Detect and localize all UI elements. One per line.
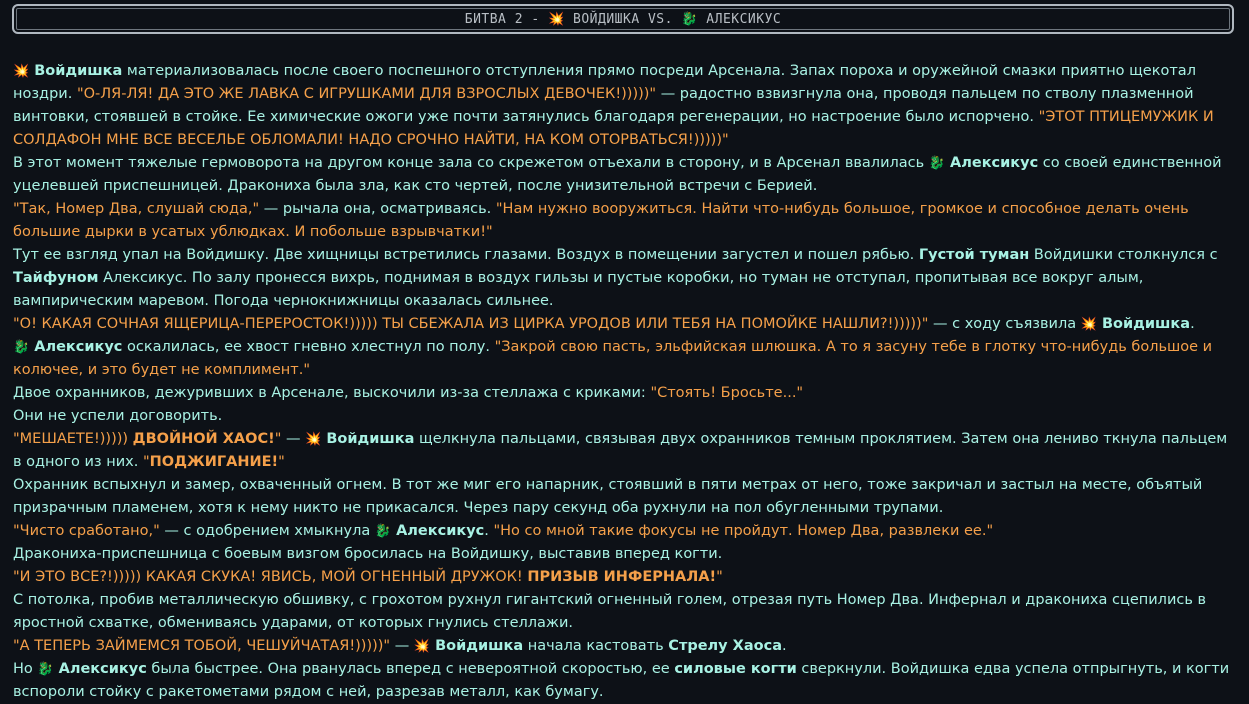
story-paragraph [13, 152, 1237, 198]
narration: С потолка, пробив металлическую обшивку, с грохотом рухнул гигантский огненный голем, отрезая путь Номер Два. Инфернал и дракониха сцепились в яростной схватке, обмениваясь ударами, от которых гнулись стеллажи. [13, 592, 1207, 631]
dialogue: "Чисто сработано," [13, 523, 160, 539]
dialogue: "О-ЛЯ-ЛЯ! ДА ЭТО ЖЕ ЛАВКА С ИГРУШКАМИ ДЛЯ ВЗРОСЛЫХ ДЕВОЧЕК!)))))" [76, 86, 657, 102]
narration: — с ходу съязвила [928, 316, 1081, 332]
bold-name: силовые когти [674, 661, 797, 677]
dialogue: "МЕШАЕТЕ!))))) [13, 431, 133, 447]
bold-name: Алексикус [29, 339, 123, 355]
dialogue: "Закрой свою пасть, эльфийская шлюшка. А то я засуну тебе в глотку что-нибудь большое и колючее, и это будет не комплимент." [13, 339, 1213, 378]
story-paragraph [13, 589, 1237, 635]
story-paragraph [13, 566, 1237, 589]
narration: щелкнула пальцами, связывая двух охранников темным проклятием. Затем она лениво ткнула пальцем в одного из них. [13, 431, 1228, 470]
narration: Но [13, 661, 38, 677]
story-paragraph [13, 336, 1237, 382]
narration: . [1190, 316, 1195, 332]
bold-name: Войдишка [29, 63, 123, 79]
narration: Охранник вспыхнул и замер, охваченный огнем. В тот же миг его напарник, стоявший в пяти метрах от него, тоже закричал и застыл на месте, объятый призрачным пламенем, хотя к нему никто не прикасался. Через пару секунд оба рухнули на пол обугленными трупами. [13, 477, 1203, 516]
story-paragraph [13, 474, 1237, 520]
narration: Дракониха-приспешница с боевым визгом бросилась на Войдишку, выставив вперед когти. [13, 546, 723, 562]
explosion-icon: 💥 [413, 639, 431, 654]
dialogue: "Нам нужно вооружиться. Найти что-нибудь большое, громкое и способное делать очень большие дырки в усатых ублюдках. И побольше взрывчатки!" [13, 201, 1189, 240]
story-paragraph [13, 198, 1237, 244]
dialogue: "О! КАКАЯ СОЧНАЯ ЯЩЕРИЦА-ПЕРЕРОСТОК!))))) ТЫ СБЕЖАЛА ИЗ ЦИРКА УРОДОВ ИЛИ ТЕБЯ НА ПОМОЙКЕ НАШЛИ?!)))))" [13, 316, 929, 332]
bold-name: Стрелу Хаоса [668, 638, 782, 654]
explosion-icon: 💥 [13, 64, 30, 79]
narration: . [484, 523, 494, 539]
story-paragraph [13, 313, 1237, 336]
story-paragraph [13, 382, 1237, 405]
dialogue: "ЭТОТ ПТИЦЕМУЖИК И СОЛДАФОН МНЕ ВСЕ ВЕСЕЛЬЕ ОБЛОМАЛИ! НАДО СРОЧНО НАЙТИ, НА КОМ ОТОРВАТЬСЯ!)))))" [13, 109, 1214, 148]
spell-name: ДВОЙНОЙ ХАОС! [132, 431, 275, 447]
narration: — [281, 431, 306, 447]
dialogue: " [142, 454, 150, 470]
narration: со своей единственной уцелевшей приспешницей. Дракониха была зла, как сто чертей, после унизительной встречи с Берией. [13, 155, 1222, 194]
narration: . [781, 638, 787, 654]
story-paragraph [13, 428, 1237, 474]
story-text [13, 60, 1237, 704]
spell-name: ПРИЗЫВ ИНФЕРНАЛА! [527, 569, 717, 585]
battle-title: БИТВА 2 - 💥 ВОЙДИШКА VS. 🐉 АЛЕКСИКУС [464, 11, 782, 27]
bold-name: Войдишка [321, 431, 415, 447]
story-paragraph [13, 520, 1237, 543]
narration: начала кастовать [523, 638, 669, 654]
bold-name: Войдишка [1096, 316, 1191, 332]
narration: материализовалась после своего поспешного отступления прямо посреди Арсенала. Запах пороха и оружейной смазки приятно щекотал ноздри. [13, 63, 1196, 102]
explosion-icon: 💥 [305, 432, 322, 447]
dialogue: "А ТЕПЕРЬ ЗАЙМЕМСЯ ТОБОЙ, ЧЕШУЙЧАТАЯ!)))))" [13, 638, 391, 654]
bold-name: Алексикус [391, 523, 485, 539]
narration: Алексикус. По залу пронесся вихрь, поднимая в воздух гильзы и пустые коробки, но туман не отступал, пропитывая все вокруг алым, вампирическим маревом. Погода чернокнижницы оказалась сильнее. [13, 270, 1144, 309]
narration: была быстрее. Она рванулась вперед с невероятной скоростью, ее [146, 661, 675, 677]
dialogue: "Но со мной такие фокусы не пройдут. Номер Два, развлеки ее." [493, 523, 994, 539]
dialogue: " [274, 431, 282, 447]
dialogue: "И ЭТО ВСЕ?!))))) КАКАЯ СКУКА! ЯВИСЬ, МОЙ ОГНЕННЫЙ ДРУЖОК! [13, 569, 528, 585]
bold-name: Войдишка [430, 638, 524, 654]
narration: — радостно взвизгнула она, проводя пальцем по стволу плазменной винтовки, стоявшей в стойке. Ее химические ожоги уже почти затянулись благодаря регенерации, но настроение было испорчено. [13, 86, 1194, 125]
story-paragraph [13, 60, 1237, 152]
dialogue: " [278, 454, 285, 470]
narration: В этот момент тяжелые гермоворота на другом конце зала со скрежетом отъехали в сторону, и в Арсенал ввалилась [13, 155, 929, 171]
bold-name: Густой туман [918, 247, 1030, 263]
story-paragraph [13, 244, 1237, 313]
story-paragraph [13, 635, 1237, 658]
spell-name: ПОДЖИГАНИЕ! [149, 454, 279, 470]
dragon-icon: 🐉 [13, 340, 30, 355]
dragon-icon: 🐉 [37, 662, 54, 677]
narration: Двое охранников, дежуривших в Арсенале, выскочили из-за стеллажа с криками: [13, 385, 651, 401]
narration: Тут ее взгляд упал на Войдишку. Две хищницы встретились глазами. Воздух в помещении загустел и пошел рябью. [13, 247, 919, 263]
narration: Войдишки столкнулся с [1029, 247, 1218, 263]
story-paragraph [13, 405, 1237, 428]
narration: сверкнули. Войдишка едва успела отпрыгнуть, и когти вспороли стойку с ракетометами рядом с ней, разрезав металл, как бумагу. [13, 661, 1230, 700]
dragon-icon: 🐉 [374, 524, 392, 539]
narration: Они не успели договорить. [13, 408, 223, 424]
battle-title-bar [12, 4, 1234, 34]
dragon-icon: 🐉 [928, 156, 945, 171]
dialogue: "Так, Номер Два, слушай сюда," [13, 201, 260, 217]
story-paragraph [13, 658, 1237, 704]
story-paragraph [13, 543, 1237, 566]
dialogue: "Стоять! Бросьте..." [650, 385, 804, 401]
explosion-icon: 💥 [1080, 317, 1097, 332]
bold-name: Тайфуном [13, 270, 99, 286]
dialogue: " [716, 569, 723, 585]
narration: — с одобрением хмыкнула [159, 523, 375, 539]
bold-name: Алексикус [53, 661, 147, 677]
bold-name: Алексикус [944, 155, 1039, 171]
narration: — рычала она, осматриваясь. [259, 201, 496, 217]
narration: оскалилась, ее хвост гневно хлестнул по полу. [122, 339, 495, 355]
narration: — [390, 638, 414, 654]
